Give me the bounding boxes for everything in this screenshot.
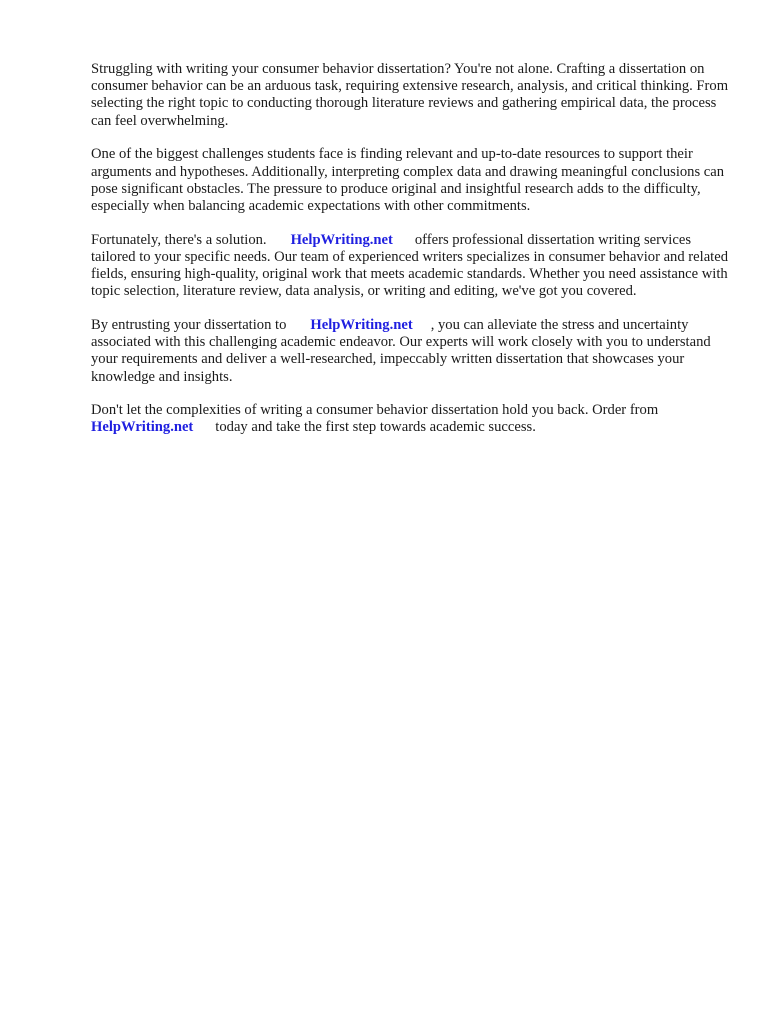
- paragraph-entrust-rest: , you can alleviate the stress and uncertainty associated with this challenging academic endeavor. Our experts will work closely with you to understand your requirements and deliver a well-researched, impeccably written dissertation that showcases your knowledge and insights.: [91, 316, 711, 385]
- paragraph-intro: [91, 61, 731, 130]
- paragraph-entrust: [91, 317, 731, 386]
- paragraph-solution: [91, 232, 731, 301]
- paragraph-solution-lead: Fortunately, there's a solution.: [91, 231, 267, 248]
- helpwriting-link-3[interactable]: HelpWriting.net: [91, 419, 194, 436]
- paragraph-cta-rest: today and take the first step towards academic success.: [215, 419, 536, 436]
- paragraph-cta-lead: Don't let the complexities of writing a consumer behavior dissertation hold you back. Order from: [91, 402, 659, 419]
- paragraph-challenges: [91, 146, 731, 215]
- document-body: [91, 61, 731, 453]
- helpwriting-link-1[interactable]: HelpWriting.net: [290, 231, 393, 248]
- paragraph-intro-text: Struggling with writing your consumer behavior dissertation? You're not alone. Crafting a dissertation on consumer behavior can be an arduous task, requiring extensive research, analysis, and critical thinking. From selecting the right topic to conducting thorough literature reviews and gathering empirical data, the process can feel overwhelming.: [91, 61, 729, 129]
- paragraph-entrust-lead: By entrusting your dissertation to: [91, 316, 287, 333]
- helpwriting-link-2[interactable]: HelpWriting.net: [310, 316, 413, 333]
- paragraph-solution-rest: offers professional dissertation writing services tailored to your specific needs. Our team of experienced writers specializes in consumer behavior and related fields, ensuring high-quality, original work that meets academic standards. Whether you need assistance with topic selection, literature review, data analysis, or writing and editing, we've got you covered.: [91, 231, 729, 300]
- paragraph-call-to-action: [91, 402, 731, 436]
- paragraph-challenges-text: One of the biggest challenges students face is finding relevant and up-to-date resources to support their arguments and hypotheses. Additionally, interpreting complex data and drawing meaningful conclusions can pose significant obstacles. The pressure to produce original and insightful research adds to the difficulty, especially when balancing academic expectations with other commitments.: [91, 146, 725, 214]
